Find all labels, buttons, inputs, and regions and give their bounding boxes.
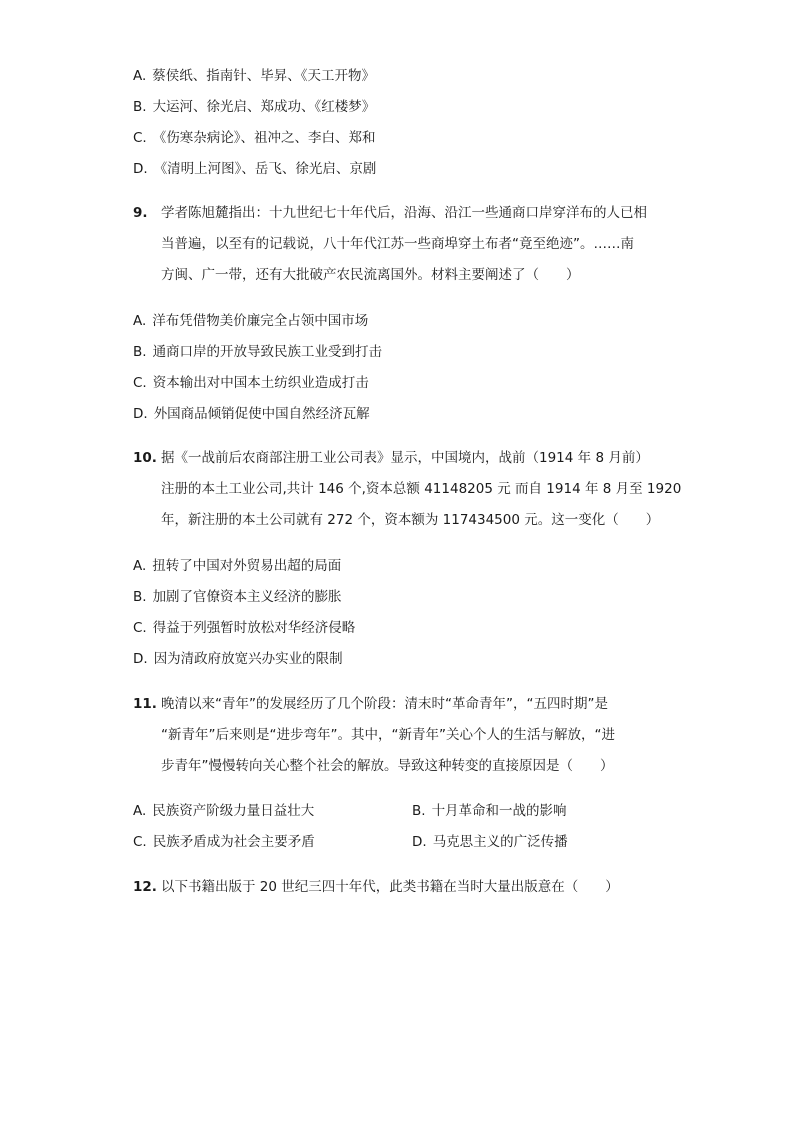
- option-text: 因为清政府放宽兴办实业的限制: [153, 651, 343, 667]
- q10-option-d[interactable]: [133, 649, 343, 669]
- question-number: 11.: [133, 696, 157, 712]
- question-11: [133, 689, 663, 782]
- q10-option-c[interactable]: [133, 618, 355, 638]
- option-letter: A.: [133, 558, 147, 574]
- option-letter: D.: [133, 406, 148, 422]
- question-12: [133, 872, 663, 903]
- q9-option-b[interactable]: [133, 342, 382, 362]
- question-line: 11. 晚清以来“青年”的发展经历了几个阶段：清末时“革命青年”，“五四时期”是: [133, 689, 663, 720]
- option-text: 资本输出对中国本土纺织业造成打击: [152, 375, 369, 391]
- q11-option-d[interactable]: [412, 832, 568, 852]
- option-letter: D.: [133, 651, 148, 667]
- q8-option-c[interactable]: [133, 128, 375, 148]
- option-text: 外国商品倾销促使中国自然经济瓦解: [153, 406, 370, 422]
- option-letter: C.: [133, 375, 147, 391]
- option-text: 《伤寒杂病论》、祖冲之、李白、郑和: [152, 130, 376, 146]
- option-letter: D.: [133, 161, 148, 177]
- q10-option-b[interactable]: [133, 587, 342, 607]
- option-letter: A.: [133, 803, 147, 819]
- q9-option-a[interactable]: [133, 311, 368, 331]
- option-text: 民族资产阶级力量日益壮大: [152, 803, 315, 819]
- q11-option-c[interactable]: [133, 832, 315, 852]
- option-letter: C.: [133, 130, 147, 146]
- question-line: 方闽、广一带，还有大批破产农民流离国外。材料主要阐述了（ ）: [161, 267, 580, 283]
- option-text: 加剧了官僚资本主义经济的膨胀: [152, 589, 342, 605]
- option-text: 马克思主义的广泛传播: [432, 834, 568, 850]
- option-text: 通商口岸的开放导致民族工业受到打击: [152, 344, 383, 360]
- question-number: 9.: [133, 205, 148, 221]
- option-letter: C.: [133, 834, 147, 850]
- question-line: 步青年”慢慢转向关心整个社会的解放。导致这种转变的直接原因是（ ）: [161, 758, 614, 774]
- option-text: 蔡侯纸、指南针、毕昇、《天工开物》: [152, 68, 376, 84]
- q11-option-a[interactable]: [133, 801, 314, 821]
- option-text: 民族矛盾成为社会主要矛盾: [152, 834, 315, 850]
- q8-option-b[interactable]: [133, 97, 375, 117]
- option-text: 扭转了中国对外贸易出超的局面: [152, 558, 342, 574]
- question-line: 9. 学者陈旭麓指出：十九世纪七十年代后，沿海、沿江一些通商口岸穿洋布的人已相: [133, 198, 663, 229]
- question-line: 注册的本土工业公司,共计 146 个,资本总额 41148205 元 而自 1914 年 8 月至 1920: [161, 481, 682, 497]
- q11-option-b[interactable]: [412, 801, 567, 821]
- q10-option-a[interactable]: [133, 556, 341, 576]
- question-10: [133, 443, 682, 536]
- option-text: 得益于列强暂时放松对华经济侵略: [152, 620, 356, 636]
- option-letter: B.: [133, 344, 147, 360]
- option-text: 《清明上河图》、岳飞、徐光启、京剧: [153, 161, 377, 177]
- question-number: 12.: [133, 879, 157, 895]
- option-letter: A.: [133, 313, 147, 329]
- q8-option-d[interactable]: [133, 159, 376, 179]
- question-line: “新青年”后来则是“进步弯年”。其中，“新青年”关心个人的生活与解放，“进: [161, 727, 615, 743]
- option-letter: B.: [133, 589, 147, 605]
- option-text: 十月革命和一战的影响: [431, 803, 567, 819]
- question-number: 10.: [133, 450, 157, 466]
- question-line: 12. 以下书籍出版于 20 世纪三四十年代，此类书籍在当时大量出版意在（ ）: [133, 872, 663, 903]
- question-line: 10. 据《一战前后农商部注册工业公司表》显示，中国境内，战前（1914 年 8 月前）: [133, 443, 663, 474]
- option-letter: C.: [133, 620, 147, 636]
- option-text: 洋布凭借物美价廉完全占领中国市场: [152, 313, 369, 329]
- option-letter: B.: [412, 803, 426, 819]
- question-line: 当普遍，以至有的记载说，八十年代江苏一些商埠穿土布者“竟至绝迹”。……南: [161, 236, 634, 252]
- option-letter: B.: [133, 99, 147, 115]
- option-letter: D.: [412, 834, 427, 850]
- option-text: 大运河、徐光启、郑成功、《红楼梦》: [152, 99, 376, 115]
- question-line: 年，新注册的本土公司就有 272 个，资本额为 117434500 元。这一变化（ ）: [161, 512, 660, 528]
- option-letter: A.: [133, 68, 147, 84]
- question-9: [133, 198, 663, 291]
- q9-option-c[interactable]: [133, 373, 369, 393]
- q9-option-d[interactable]: [133, 404, 370, 424]
- q8-option-a[interactable]: [133, 66, 375, 86]
